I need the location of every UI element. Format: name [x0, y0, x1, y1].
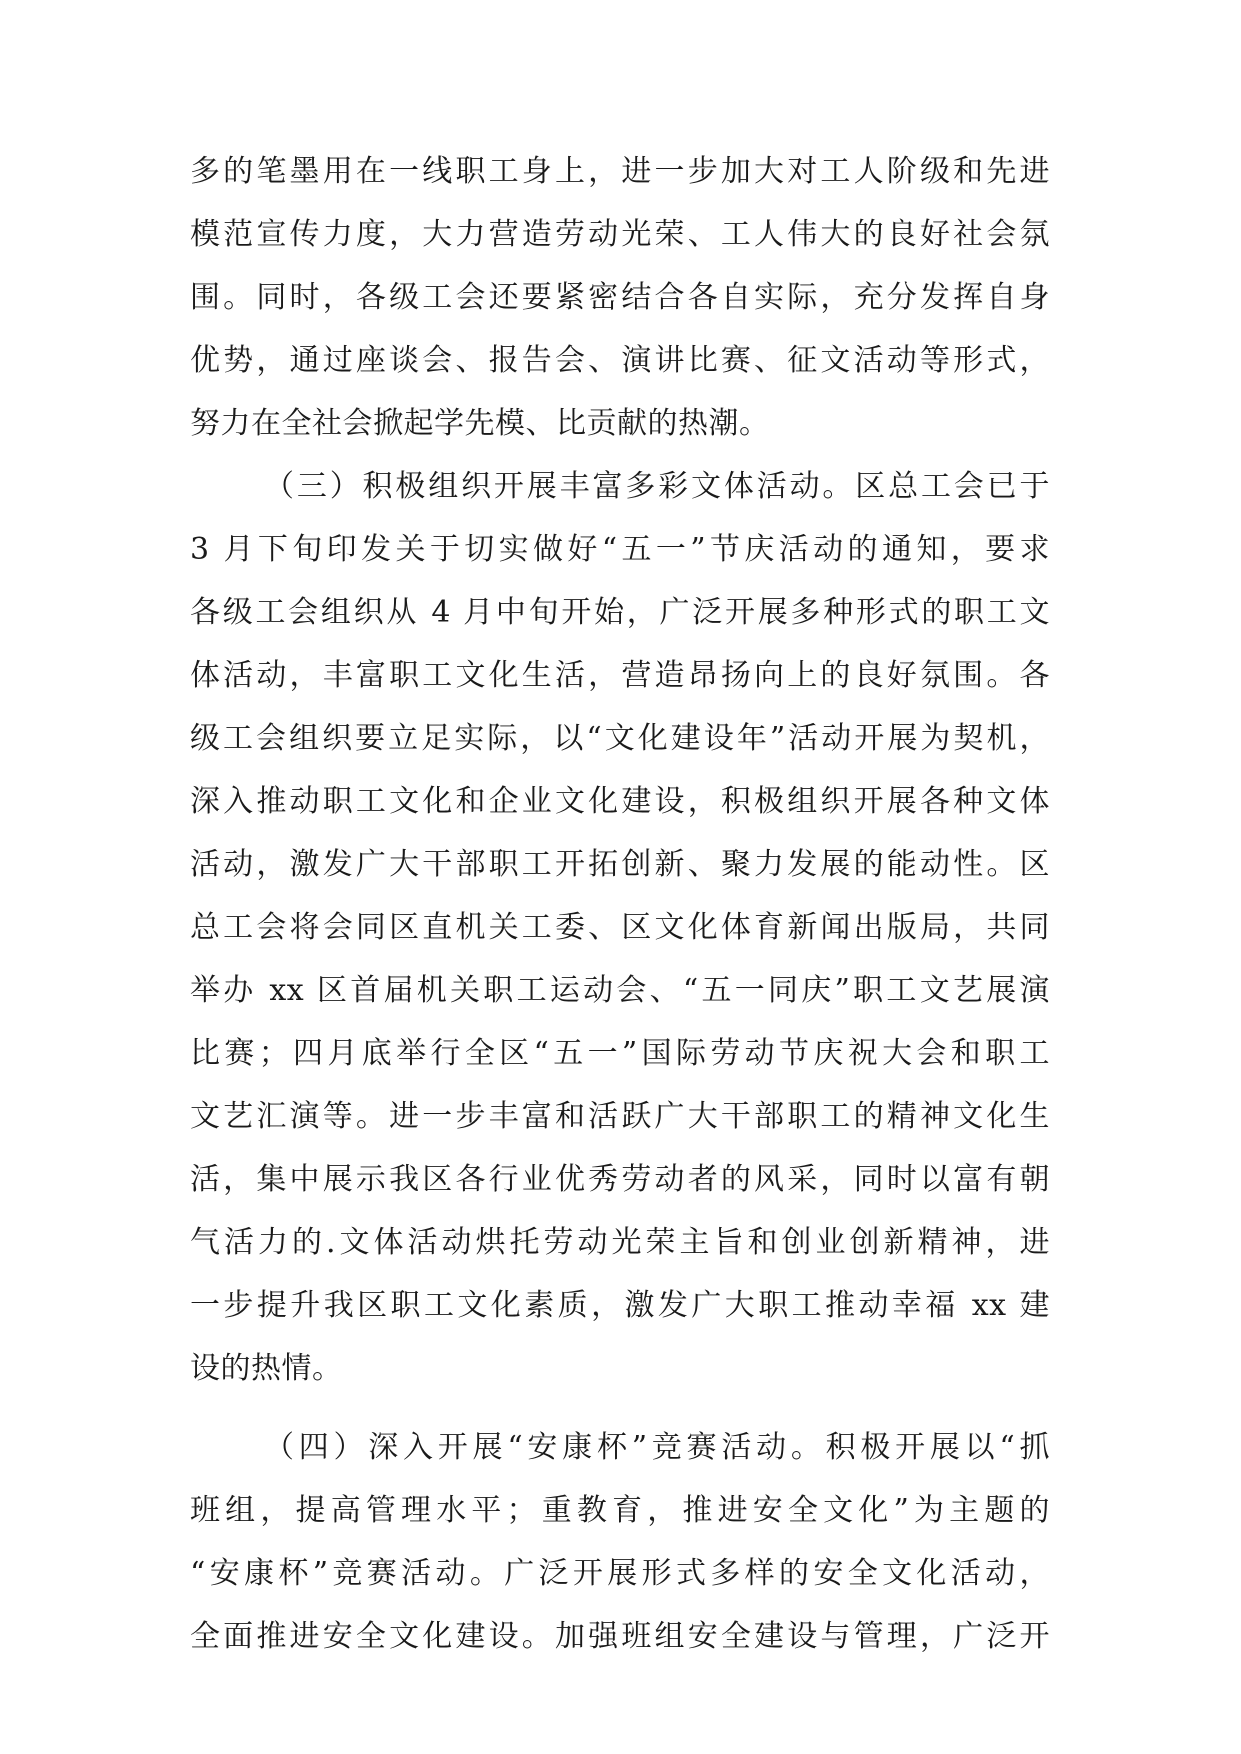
text-line: 体活动，丰富职工文化生活，营造昂扬向上的良好氛围。各	[190, 658, 1050, 693]
text-line: 班组，提高管理水平；重教育，推进安全文化”为主题的	[190, 1493, 1050, 1528]
text-line: 各级工会组织从 4 月中旬开始，广泛开展多种形式的职工文	[190, 595, 1050, 630]
text-line: “安康杯”竞赛活动。广泛开展形式多样的安全文化活动，	[190, 1556, 1050, 1591]
paragraph-spacer	[190, 1400, 1050, 1416]
text-line: 级工会组织要立足实际，以“文化建设年”活动开展为契机，	[190, 721, 1050, 756]
text-line: 活，集中展示我区各行业优秀劳动者的风采，同时以富有朝	[190, 1162, 1050, 1197]
text-line: 比赛；四月底举行全区“五一”国际劳动节庆祝大会和职工	[190, 1036, 1050, 1071]
paragraph-2	[190, 455, 1050, 1400]
text-line: 深入推动职工文化和企业文化建设，积极组织开展各种文体	[190, 784, 1050, 819]
text-line: 全面推进安全文化建设。加强班组安全建设与管理，广泛开	[190, 1619, 1050, 1654]
text-line: （四）深入开展“安康杯”竞赛活动。积极开展以“抓	[264, 1430, 1050, 1465]
text-line: 举办 xx 区首届机关职工运动会、“五一同庆”职工文艺展演	[190, 973, 1050, 1008]
text-line: 围。同时，各级工会还要紧密结合各自实际，充分发挥自身	[190, 280, 1050, 315]
text-line: 3 月下旬印发关于切实做好“五一”节庆活动的通知，要求	[190, 532, 1050, 567]
paragraph-1	[190, 140, 1050, 455]
document-body	[190, 140, 1050, 1668]
text-line: （三）积极组织开展丰富多彩文体活动。区总工会已于	[264, 469, 1050, 504]
text-line: 一步提升我区职工文化素质，激发广大职工推动幸福 xx 建	[190, 1288, 1050, 1323]
text-line: 总工会将会同区直机关工委、区文化体育新闻出版局，共同	[190, 910, 1050, 945]
text-line: 多的笔墨用在一线职工身上，进一步加大对工人阶级和先进	[190, 154, 1050, 189]
text-line: 努力在全社会掀起学先模、比贡献的热潮。	[190, 406, 770, 441]
text-line: 模范宣传力度，大力营造劳动光荣、工人伟大的良好社会氛	[190, 217, 1050, 252]
text-line: 文艺汇演等。进一步丰富和活跃广大干部职工的精神文化生	[190, 1099, 1050, 1134]
text-line: 气活力的.文体活动烘托劳动光荣主旨和创业创新精神，进	[190, 1225, 1050, 1260]
text-line: 活动，激发广大干部职工开拓创新、聚力发展的能动性。区	[190, 847, 1050, 882]
paragraph-3	[190, 1416, 1050, 1668]
text-line: 优势，通过座谈会、报告会、演讲比赛、征文活动等形式，	[190, 343, 1050, 378]
text-line: 设的热情。	[190, 1351, 343, 1386]
